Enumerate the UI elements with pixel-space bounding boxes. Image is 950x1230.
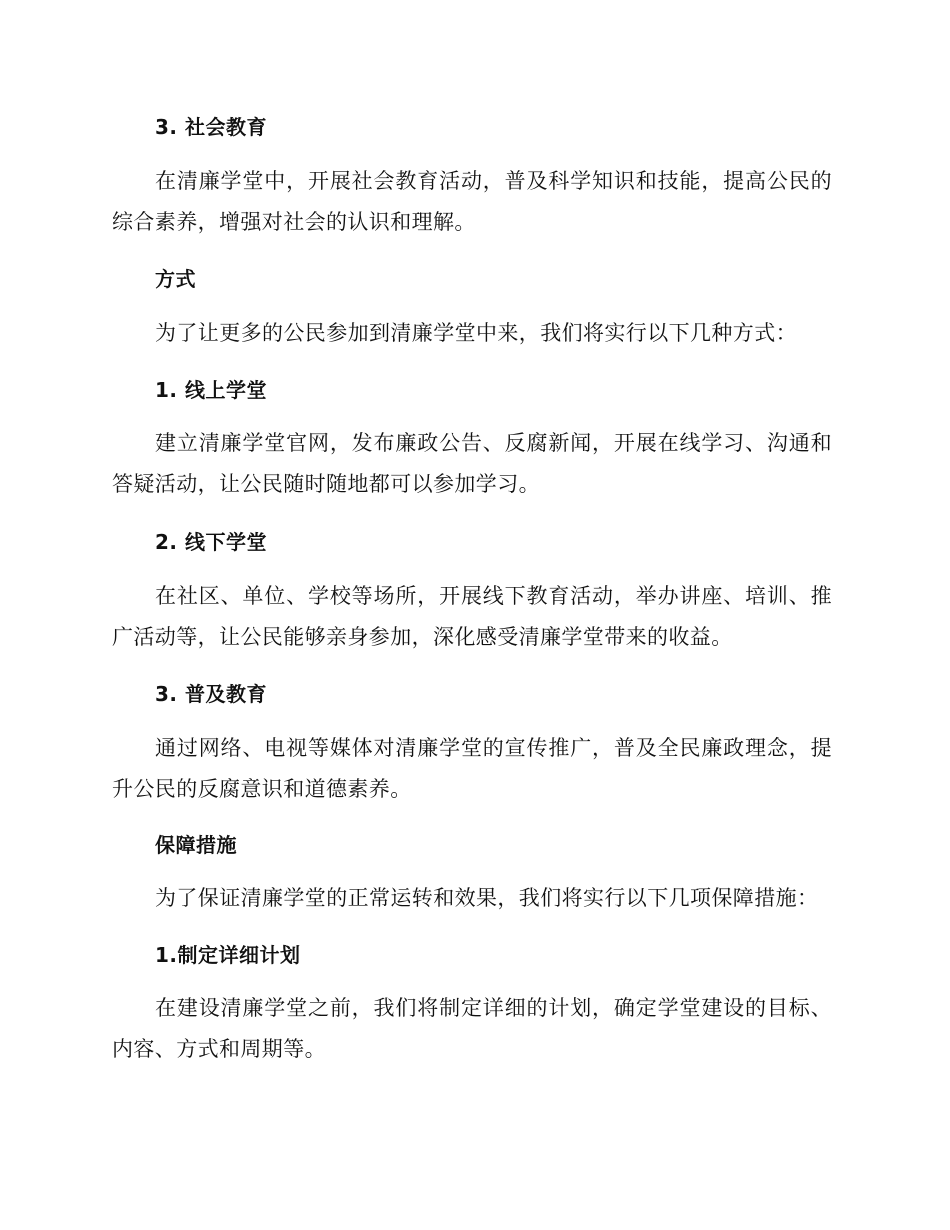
paragraph-social-education: 在清廉学堂中，开展社会教育活动，普及科学知识和技能，提高公民的综合素养，增强对社会的认识和理解。 <box>112 169 832 234</box>
section-heading-offline-school: 2. 线下学堂 <box>155 530 267 554</box>
paragraph-detailed-plan: 在建设清廉学堂之前，我们将制定详细的计划，确定学堂建设的目标、内容、方式和周期等。 <box>112 996 832 1061</box>
paragraph-methods-intro: 为了让更多的公民参加到清廉学堂中来，我们将实行以下几种方式： <box>155 321 797 345</box>
section-heading-online-school: 1. 线上学堂 <box>155 378 267 402</box>
paragraph-popular-education: 通过网络、电视等媒体对清廉学堂的宣传推广，普及全民廉政理念，提升公民的反腐意识和道德素养。 <box>112 736 832 801</box>
section-heading-popular-education: 3. 普及教育 <box>155 682 267 706</box>
section-heading-safeguards: 保障措施 <box>155 833 237 857</box>
paragraph-offline-school: 在社区、单位、学校等场所，开展线下教育活动，举办讲座、培训、推广活动等，让公民能够亲身参加，深化感受清廉学堂带来的收益。 <box>112 584 832 649</box>
section-heading-methods: 方式 <box>155 267 196 291</box>
paragraph-online-school: 建立清廉学堂官网，发布廉政公告、反腐新闻，开展在线学习、沟通和答疑活动，让公民随时随地都可以参加学习。 <box>112 431 832 496</box>
section-heading-social-education: 3. 社会教育 <box>155 115 267 139</box>
paragraph-safeguards-intro: 为了保证清廉学堂的正常运转和效果，我们将实行以下几项保障措施： <box>155 886 819 910</box>
section-heading-detailed-plan: 1.制定详细计划 <box>155 943 301 967</box>
